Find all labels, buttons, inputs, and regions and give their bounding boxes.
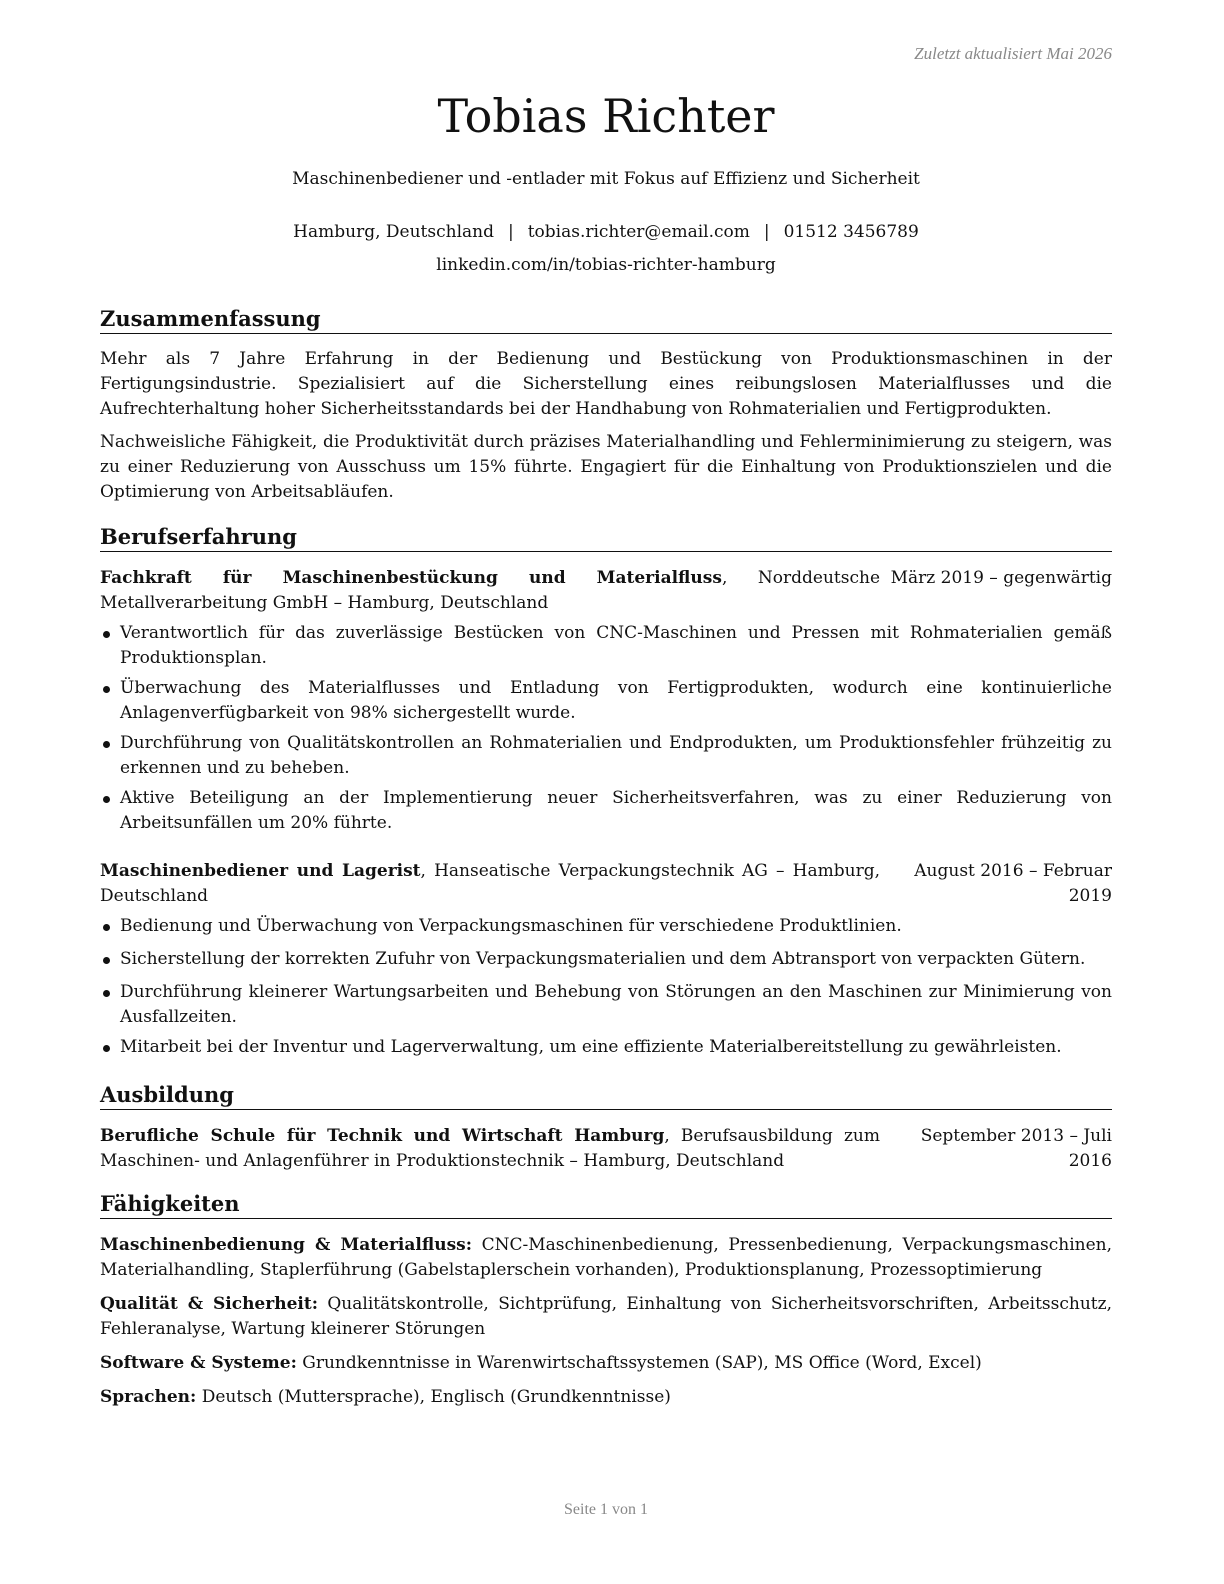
section-heading: Berufserfahrung xyxy=(100,523,1112,552)
skill-label: Maschinenbedienung & Materialfluss: xyxy=(100,1235,472,1255)
job-entry xyxy=(100,859,1112,1060)
list-item: Durchführung von Qualitätskontrollen an Rohmaterialien und Endprodukten, um Produktionsfehler frühzeitig zu erkennen und zu beheben. xyxy=(100,731,1112,781)
skill-row xyxy=(100,1233,1112,1283)
skill-value: CNC-Maschinenbedienung, Pressenbedienung, Verpackungsmaschinen, Materialhandling, Staplerführung (Gabelstaplerschein vorhanden), Produktionsplanung, Prozessoptimierung xyxy=(100,1235,1112,1280)
education-title-line xyxy=(100,1124,880,1174)
skill-row xyxy=(100,1292,1112,1342)
summary-paragraph: Mehr als 7 Jahre Erfahrung in der Bedienung und Bestückung von Produktionsmaschinen in der Fertigungsindustrie. Spezialisiert auf die Sicherstellung eines reibungslosen Materialflusses und die Aufrechterhaltung hoher Sicherheitsstandards bei der Handhabung von Rohmaterialien und Fertigprodukten. xyxy=(100,349,1112,419)
job-entry xyxy=(100,566,1112,836)
education-dates: September 2013 – Juli 2016 xyxy=(920,1126,1112,1171)
candidate-name: Tobias Richter xyxy=(437,89,775,143)
school-name: Berufliche Schule für Technik und Wirtschaft Hamburg xyxy=(100,1126,665,1146)
list-item: Bedienung und Überwachung von Verpackungsmaschinen für verschiedene Produktlinien. xyxy=(100,914,1112,939)
list-item: Mitarbeit bei der Inventur und Lagerverwaltung, um eine effiziente Materialbereitstellung zu gewährleisten. xyxy=(100,1035,1112,1060)
skill-label: Software & Systeme: xyxy=(100,1353,297,1373)
last-updated-note: Zuletzt aktualisiert Mai 2026 xyxy=(914,44,1112,63)
skill-row xyxy=(100,1351,1112,1376)
linkedin-link[interactable]: linkedin.com/in/tobias-richter-hamburg xyxy=(436,255,776,275)
list-item: Sicherstellung der korrekten Zufuhr von Verpackungsmaterialien und dem Abtransport von verpackten Gütern. xyxy=(100,947,1112,972)
page-number: Seite 1 von 1 xyxy=(564,1501,648,1518)
separator: | xyxy=(763,222,770,242)
list-item: Durchführung kleinerer Wartungsarbeiten und Behebung von Störungen an den Maschinen zur Minimierung von Ausfallzeiten. xyxy=(100,980,1112,1030)
job-title: Maschinenbediener und Lagerist xyxy=(100,861,421,881)
job-title-line xyxy=(100,859,880,909)
section-heading: Fähigkeiten xyxy=(100,1190,1112,1219)
skill-label: Qualität & Sicherheit: xyxy=(100,1294,318,1314)
job-header xyxy=(100,566,1112,616)
summary-section xyxy=(100,305,1112,505)
resume-page xyxy=(100,0,1112,1584)
job-dates: August 2016 – Februar 2019 xyxy=(914,861,1112,906)
education-details: , Berufsausbildung zum Maschinen- und Anlagenführer in Produktionstechnik – Hamburg, Deutschland xyxy=(100,1126,880,1171)
skill-row xyxy=(100,1385,1112,1410)
education-entry xyxy=(100,1124,1112,1174)
job-title-line xyxy=(100,566,880,616)
section-heading: Ausbildung xyxy=(100,1081,1112,1110)
job-title: Fachkraft für Maschinenbestückung und Materialfluss xyxy=(100,568,722,588)
skills-list xyxy=(100,1233,1112,1410)
tagline: Maschinenbediener und -entlader mit Fokus auf Effizienz und Sicherheit xyxy=(292,169,920,189)
job-header xyxy=(100,859,1112,909)
job-bullets xyxy=(100,621,1112,836)
skill-value: Grundkenntnisse in Warenwirtschaftssystemen (SAP), MS Office (Word, Excel) xyxy=(296,1353,982,1373)
phone-number: 01512 3456789 xyxy=(783,222,919,242)
job-bullets xyxy=(100,914,1112,1060)
job-company: , Norddeutsche Metallverarbeitung GmbH – Hamburg, Deutschland xyxy=(100,568,881,613)
skill-label: Sprachen: xyxy=(100,1387,197,1407)
skill-value: Deutsch (Muttersprache), Englisch (Grundkenntnisse) xyxy=(196,1387,671,1407)
summary-text xyxy=(100,347,1112,505)
summary-paragraph: Nachweisliche Fähigkeit, die Produktivität durch präzises Materialhandling und Fehlerminimierung zu steigern, was zu einer Reduzierung von Ausschuss um 15% führte. Engagiert für die Einhaltung von Produktionszielen und die Optimierung von Arbeitsabläufen. xyxy=(100,432,1112,502)
section-heading: Zusammenfassung xyxy=(100,305,1112,334)
list-item: Überwachung des Materialflusses und Entladung von Fertigprodukten, wodurch eine kontinuierliche Anlagenverfügbarkeit von 98% sichergestellt wurde. xyxy=(100,676,1112,726)
education-section xyxy=(100,1081,1112,1174)
separator: | xyxy=(507,222,514,242)
location: Hamburg, Deutschland xyxy=(293,222,494,242)
email-link[interactable]: tobias.richter@email.com xyxy=(527,222,750,242)
list-item: Aktive Beteiligung an der Implementierung neuer Sicherheitsverfahren, was zu einer Reduzierung von Arbeitsunfällen um 20% führte. xyxy=(100,786,1112,836)
skill-value: Qualitätskontrolle, Sichtprüfung, Einhaltung von Sicherheitsvorschriften, Arbeitsschutz, Fehleranalyse, Wartung kleinerer Störungen xyxy=(100,1294,1112,1339)
list-item: Verantwortlich für das zuverlässige Bestücken von CNC-Maschinen und Pressen mit Rohmaterialien gemäß Produktionsplan. xyxy=(100,621,1112,671)
skills-section xyxy=(100,1190,1112,1410)
experience-section xyxy=(100,523,1112,1060)
contact-line xyxy=(100,220,1112,244)
job-company: , Hanseatische Verpackungstechnik AG – Hamburg, Deutschland xyxy=(100,861,880,906)
job-dates: März 2019 – gegenwärtig xyxy=(890,568,1112,588)
